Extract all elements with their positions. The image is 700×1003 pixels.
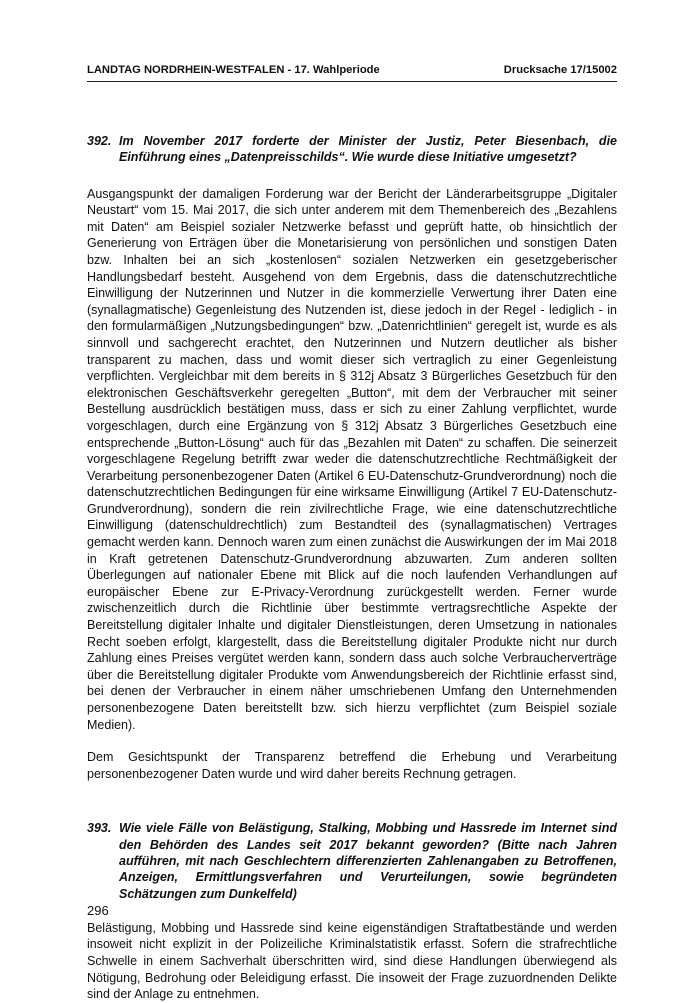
question-text: Im November 2017 forderte der Minister der Justiz, Peter Biesenbach, die Einführung eines „Datenpreisschilds“. Wie wurde diese Initiative umgesetzt? (119, 134, 617, 165)
document-page (87, 62, 617, 1003)
header-left: LANDTAG NORDRHEIN-WESTFALEN - 17. Wahlperiode (87, 64, 380, 76)
question-393 (87, 820, 617, 901)
page-header (87, 62, 617, 82)
answer-paragraph: Belästigung, Mobbing und Hassrede sind keine eigenständigen Straftatbestände und werden insoweit nicht explizit in der Polizeiliche Kriminalstatistik erfasst. Sofern die strafrechtliche Schwelle in einem Sachverhalt überschritten wird, sind diese Handlungen überwiegend als Nötigung, Bedrohung oder Beleidigung erfasst. Die insoweit der Frage zuzuordnenden Delikte sind der Anlage zu entnehmen. (87, 920, 617, 1002)
header-right: Drucksache 17/15002 (503, 64, 617, 76)
answer-paragraph: Ausgangspunkt der damaligen Forderung war der Bericht der Länderarbeitsgruppe „Digitaler Neustart“ vom 15. Mai 2017, die sich unter anderem mit dem Themenbereich des „Bezahlens mit Daten“ am Beispiel sozialer Netzwerke befasst und geprüft hatte, ob hinsichtlich der Generierung von Erträgen über die Monetarisierung von persönlichen und sonstigen Daten bzw. Inhalten bei an sich „kostenlosen“ sozialen Netzwerken ein gesetzgeberischer Handlungsbedarf besteht. Ausgehend von dem Ergebnis, dass die datenschutzrechtliche Einwilligung der Nutzerinnen und Nutzer in die kommerzielle Verwertung ihrer Daten eine (synallagmatische) Gegenleistung des Nutzenden ist, diese jedoch in der Regel - lediglich - in den formularmäßigen „Nutzungsbedingungen“ bzw. „Datenrichtlinien“ geregelt ist, wurde es als sinnvoll und sachgerecht erachtet, den Nutzerinnen und Nutzern deutlicher als bisher transparent zu machen, dass und womit dieser sich vertraglich zu einer Gegenleistung verpflichten. Vergleichbar mit dem bereits in § 312j Absatz 3 Bürgerliches Gesetzbuch für den elektronischen Geschäftsverkehr geregelten „Button“, mit dem der Verbraucher mit seiner Bestellung ausdrücklich bestätigen muss, dass er sich zu einer Zahlung verpflichtet, wurde vorgeschlagen, durch eine Ergänzung von § 312j Absatz 3 Bürgerliches Gesetzbuch eine entsprechende „Button-Lösung“ auch für das „Bezahlen mit Daten“ zu schaffen. Die seinerzeit vorgeschlagene Regelung betrifft zwar weder die datenschutzrechtliche Rechtmäßigkeit der Verarbeitung personenbezogener Daten (Artikel 6 EU-Datenschutz-Grundverordnung) noch die datenschutzrechtlichen Bedingungen für eine wirksame Einwilligung (Artikel 7 EU-Datenschutz-Grundverordnung), sondern die rein zivilrechtliche Frage, wie eine datenschutzrechtliche Einwilligung (datenschuldrechtlich) zum Bestandteil des (synallagmatischen) Vertrages gemacht werden kann. Dennoch waren zum einen zunächst die Auswirkungen der im Mai 2018 in Kraft getretenen Datenschutz-Grundverordnung abzuwarten. Zum anderen sollten Überlegungen auf nationaler Ebene mit Blick auf die noch laufenden Verhandlungen auf europäischer Ebene zur E-Privacy-Verordnung zurückgestellt werden. Ferner wurde zwischenzeitlich durch die Richtlinie über bestimmte vertragsrechtliche Aspekte der Bereitstellung digitaler Inhalte und digitaler Dienstleistungen, deren Umsetzung in nationales Recht soeben erfolgt, klargestellt, dass die Bereitstellung digitaler Produkte nicht nur durch Zahlung eines Preises vergütet werden kann, sondern dass auch solche Verbraucherverträge über die Bereitstellung digitaler Produkte vom Anwendungsbereich der Richtlinie erfasst sind, bei denen der Verbraucher in einem näher umschriebenen Umfang den Unternehmenden personenbezogene Daten bereitstellt bzw. sich hierzu verpflichtet (zum Beispiel soziale Medien). (87, 186, 617, 732)
question-392 (87, 133, 617, 166)
question-text: Wie viele Fälle von Belästigung, Stalking, Mobbing und Hassrede im Internet sind den Behörden des Landes seit 2017 bekannt geworden? (Bitte nach Jahren aufführen, mit nach Geschlechtern differenzierten Zahlenangaben zu Betroffenen, Anzeigen, Ermittlungsverfahren und Verurteilungen, sowie begründeten Schätzungen zum Dunkelfeld) (119, 821, 617, 901)
question-number: 392. (87, 134, 112, 148)
page-number: 296 (87, 903, 109, 918)
question-number: 393. (87, 821, 112, 836)
answer-paragraph: Dem Gesichtspunkt der Transparenz betreffend die Erhebung und Verarbeitung personenbezogener Daten wurde und wird daher bereits Rechnung getragen. (87, 750, 617, 781)
